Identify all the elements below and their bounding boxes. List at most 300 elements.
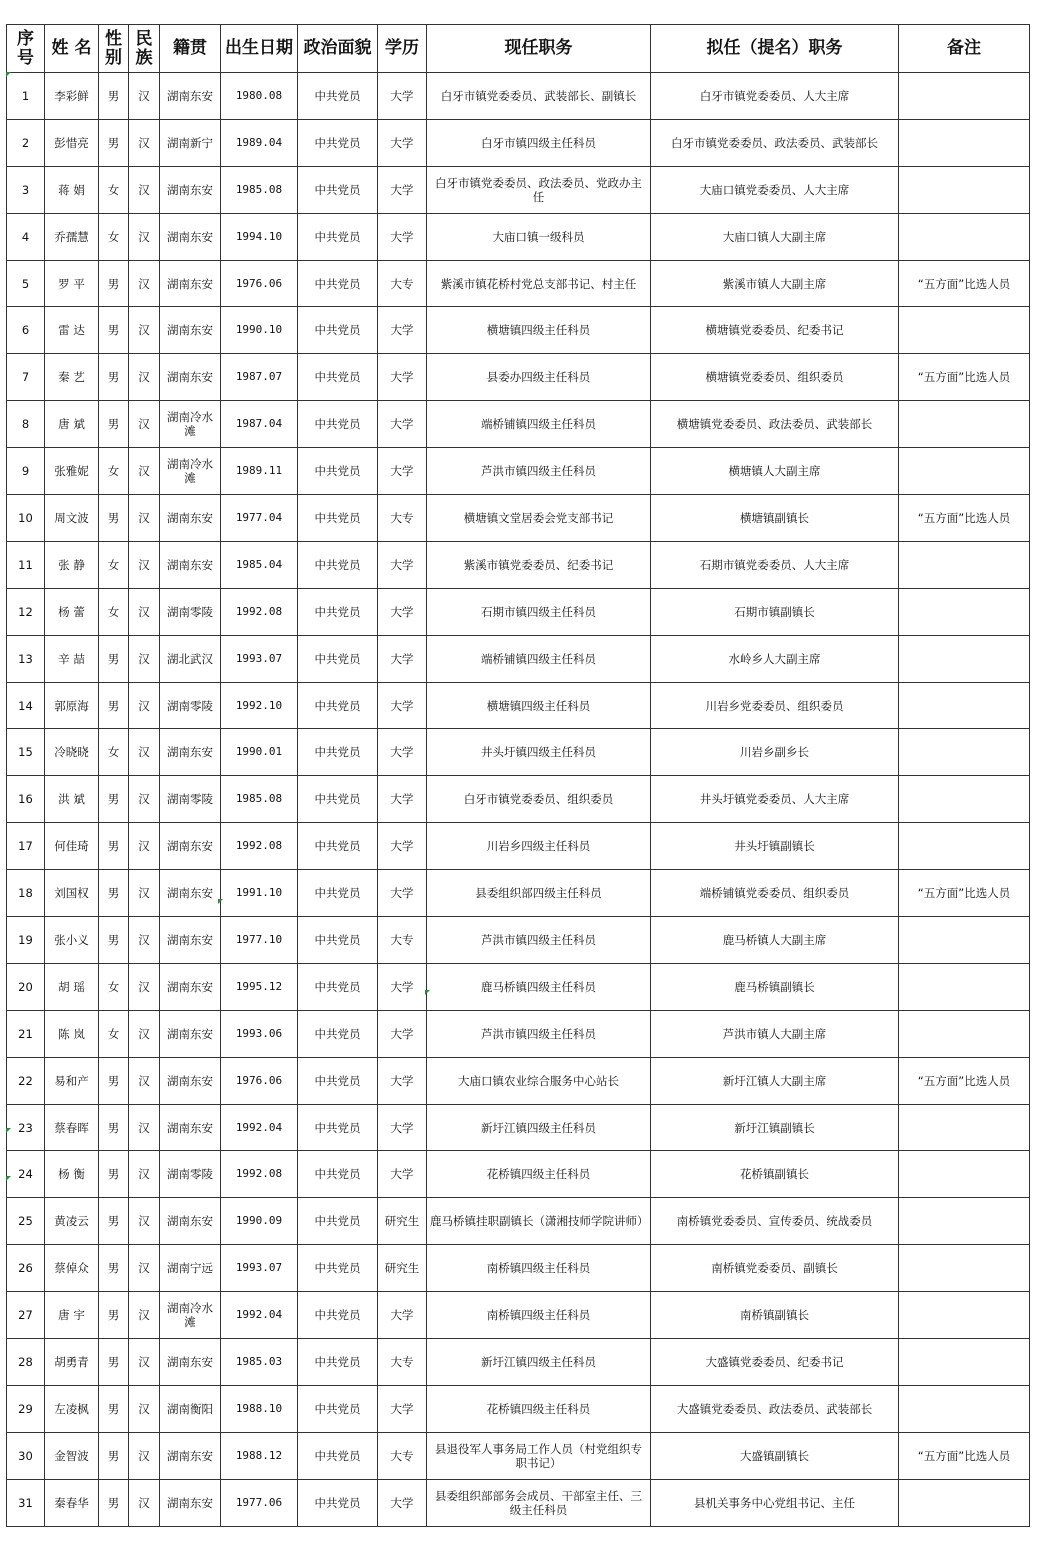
cell-gender: 男 <box>99 119 129 166</box>
cell-birth-date: 1988.12 <box>221 1432 298 1479</box>
cell-ethnicity: 汉 <box>129 260 160 307</box>
cell-row-index: 11 <box>7 541 45 588</box>
cell-native-place: 湖南东安 <box>160 260 221 307</box>
cell-name: 唐 宇 <box>45 1292 99 1339</box>
table-row <box>7 495 1030 542</box>
cell-remarks <box>899 963 1030 1010</box>
cell-row-index: 2 <box>7 119 45 166</box>
cell-remarks: “五方面”比选人员 <box>899 1432 1030 1479</box>
cell-ethnicity: 汉 <box>129 1151 160 1198</box>
cell-birth-date: 1992.04 <box>221 1104 298 1151</box>
cell-proposed-position: 鹿马桥镇副镇长 <box>651 963 899 1010</box>
cell-birth-date: 1990.01 <box>221 729 298 776</box>
cell-row-index: 13 <box>7 635 45 682</box>
cell-birth-date: 1987.04 <box>221 401 298 448</box>
cell-name: 雷 达 <box>45 307 99 354</box>
cell-proposed-position: 南桥镇副镇长 <box>651 1292 899 1339</box>
cell-political-status: 中共党员 <box>298 1104 378 1151</box>
cell-current-position: 鹿马桥镇四级主任科员 <box>427 963 651 1010</box>
cell-ethnicity: 汉 <box>129 917 160 964</box>
cell-ethnicity: 汉 <box>129 823 160 870</box>
cell-gender: 男 <box>99 354 129 401</box>
cell-political-status: 中共党员 <box>298 963 378 1010</box>
cell-row-index: 9 <box>7 448 45 495</box>
cell-row-index: 7 <box>7 354 45 401</box>
cell-political-status: 中共党员 <box>298 307 378 354</box>
cell-remarks <box>899 635 1030 682</box>
cell-ethnicity: 汉 <box>129 1292 160 1339</box>
cell-current-position: 芦洪市镇四级主任科员 <box>427 448 651 495</box>
table-row <box>7 1198 1030 1245</box>
cell-name: 杨 衡 <box>45 1151 99 1198</box>
cell-gender: 女 <box>99 541 129 588</box>
cell-remarks <box>899 73 1030 120</box>
cell-remarks <box>899 307 1030 354</box>
cell-native-place: 湖南东安 <box>160 729 221 776</box>
cell-political-status: 中共党员 <box>298 541 378 588</box>
cell-political-status: 中共党员 <box>298 870 378 917</box>
cell-education: 大学 <box>378 1479 427 1526</box>
header-proposed-position: 拟任（提名）职务 <box>651 25 899 73</box>
cell-proposed-position: 白牙市镇党委委员、人大主席 <box>651 73 899 120</box>
table-row <box>7 119 1030 166</box>
cell-name: 洪 斌 <box>45 776 99 823</box>
cell-education: 大学 <box>378 401 427 448</box>
cell-birth-date: 1977.10 <box>221 917 298 964</box>
table-row <box>7 1245 1030 1292</box>
cell-current-position: 花桥镇四级主任科员 <box>427 1385 651 1432</box>
cell-marker <box>6 1176 11 1181</box>
cell-name: 蒋 娟 <box>45 166 99 213</box>
cell-current-position: 鹿马桥镇挂职副镇长（潇湘技师学院讲师） <box>427 1198 651 1245</box>
cell-remarks: “五方面”比选人员 <box>899 870 1030 917</box>
cell-birth-date: 1992.08 <box>221 588 298 635</box>
cell-row-index: 14 <box>7 682 45 729</box>
cell-birth-date: 1993.06 <box>221 1010 298 1057</box>
cell-gender: 男 <box>99 635 129 682</box>
cell-name: 郭原海 <box>45 682 99 729</box>
cell-remarks <box>899 401 1030 448</box>
cell-gender: 男 <box>99 823 129 870</box>
table-row <box>7 635 1030 682</box>
cell-native-place: 湖南零陵 <box>160 588 221 635</box>
cell-remarks <box>899 1339 1030 1386</box>
cell-gender: 男 <box>99 776 129 823</box>
cell-ethnicity: 汉 <box>129 1479 160 1526</box>
cell-proposed-position: 端桥铺镇党委委员、组织委员 <box>651 870 899 917</box>
cell-row-index: 20 <box>7 963 45 1010</box>
cell-current-position: 芦洪市镇四级主任科员 <box>427 917 651 964</box>
cell-remarks <box>899 448 1030 495</box>
cell-political-status: 中共党员 <box>298 401 378 448</box>
cell-gender: 男 <box>99 1479 129 1526</box>
cell-ethnicity: 汉 <box>129 213 160 260</box>
cell-remarks: “五方面”比选人员 <box>899 260 1030 307</box>
cell-gender: 女 <box>99 448 129 495</box>
cell-birth-date: 1992.08 <box>221 823 298 870</box>
cell-name: 秦春华 <box>45 1479 99 1526</box>
cell-birth-date: 1985.08 <box>221 776 298 823</box>
cell-education: 大学 <box>378 1010 427 1057</box>
cell-native-place: 湖南东安 <box>160 495 221 542</box>
cell-name: 何佳琦 <box>45 823 99 870</box>
cell-proposed-position: 南桥镇党委委员、副镇长 <box>651 1245 899 1292</box>
cell-political-status: 中共党员 <box>298 682 378 729</box>
cell-row-index: 5 <box>7 260 45 307</box>
cell-ethnicity: 汉 <box>129 1432 160 1479</box>
cell-education: 大学 <box>378 1151 427 1198</box>
cell-proposed-position: 川岩乡副乡长 <box>651 729 899 776</box>
cell-current-position: 花桥镇四级主任科员 <box>427 1151 651 1198</box>
cell-remarks: “五方面”比选人员 <box>899 1057 1030 1104</box>
cell-row-index: 8 <box>7 401 45 448</box>
cell-gender: 女 <box>99 588 129 635</box>
cell-native-place: 湖南东安 <box>160 541 221 588</box>
cell-proposed-position: 横塘镇党委委员、组织委员 <box>651 354 899 401</box>
cell-native-place: 湖北武汉 <box>160 635 221 682</box>
cell-proposed-position: 新圩江镇副镇长 <box>651 1104 899 1151</box>
cell-birth-date: 1988.10 <box>221 1385 298 1432</box>
cell-remarks <box>899 588 1030 635</box>
cell-ethnicity: 汉 <box>129 588 160 635</box>
cell-name: 胡 瑶 <box>45 963 99 1010</box>
cell-birth-date: 1985.04 <box>221 541 298 588</box>
cell-current-position: 南桥镇四级主任科员 <box>427 1245 651 1292</box>
cell-row-index: 21 <box>7 1010 45 1057</box>
cell-proposed-position: 井头圩镇副镇长 <box>651 823 899 870</box>
cell-education: 大学 <box>378 588 427 635</box>
table-row <box>7 1151 1030 1198</box>
cell-gender: 男 <box>99 1198 129 1245</box>
table-row <box>7 1479 1030 1526</box>
cell-name: 左凌枫 <box>45 1385 99 1432</box>
cell-native-place: 湖南零陵 <box>160 682 221 729</box>
personnel-table <box>6 24 1030 1527</box>
table-row <box>7 541 1030 588</box>
cell-native-place: 湖南东安 <box>160 1104 221 1151</box>
cell-current-position: 南桥镇四级主任科员 <box>427 1292 651 1339</box>
cell-political-status: 中共党员 <box>298 260 378 307</box>
cell-ethnicity: 汉 <box>129 1385 160 1432</box>
cell-row-index: 27 <box>7 1292 45 1339</box>
cell-current-position: 石期市镇四级主任科员 <box>427 588 651 635</box>
cell-row-index: 12 <box>7 588 45 635</box>
cell-gender: 男 <box>99 917 129 964</box>
cell-row-index: 29 <box>7 1385 45 1432</box>
cell-native-place: 湖南东安 <box>160 354 221 401</box>
cell-name: 彭惜亮 <box>45 119 99 166</box>
cell-native-place: 湖南东安 <box>160 307 221 354</box>
cell-political-status: 中共党员 <box>298 1479 378 1526</box>
cell-political-status: 中共党员 <box>298 1245 378 1292</box>
cell-marker <box>6 1128 11 1133</box>
cell-current-position: 县退役军人事务局工作人员（村党组织专职书记） <box>427 1432 651 1479</box>
cell-ethnicity: 汉 <box>129 401 160 448</box>
cell-row-index: 22 <box>7 1057 45 1104</box>
cell-political-status: 中共党员 <box>298 1010 378 1057</box>
cell-current-position: 大庙口镇一级科员 <box>427 213 651 260</box>
table-row <box>7 1339 1030 1386</box>
cell-gender: 女 <box>99 213 129 260</box>
cell-name: 杨 蕾 <box>45 588 99 635</box>
table-row <box>7 73 1030 120</box>
cell-birth-date: 1985.03 <box>221 1339 298 1386</box>
cell-name: 刘国权 <box>45 870 99 917</box>
cell-native-place: 湖南东安 <box>160 213 221 260</box>
cell-ethnicity: 汉 <box>129 635 160 682</box>
cell-birth-date: 1980.08 <box>221 73 298 120</box>
cell-native-place: 湖南冷水滩 <box>160 401 221 448</box>
cell-birth-date: 1995.12 <box>221 963 298 1010</box>
cell-gender: 女 <box>99 166 129 213</box>
cell-birth-date: 1985.08 <box>221 166 298 213</box>
cell-gender: 男 <box>99 682 129 729</box>
cell-education: 大学 <box>378 541 427 588</box>
cell-native-place: 湖南东安 <box>160 963 221 1010</box>
cell-current-position: 白牙市镇党委委员、组织委员 <box>427 776 651 823</box>
header-row <box>7 25 1030 73</box>
cell-remarks <box>899 1479 1030 1526</box>
personnel-sheet <box>6 24 1030 1527</box>
cell-native-place: 湖南冷水滩 <box>160 1292 221 1339</box>
cell-proposed-position: 大盛镇党委委员、纪委书记 <box>651 1339 899 1386</box>
cell-name: 张雅妮 <box>45 448 99 495</box>
cell-native-place: 湖南东安 <box>160 823 221 870</box>
cell-current-position: 横塘镇四级主任科员 <box>427 307 651 354</box>
cell-proposed-position: 大庙口镇党委委员、人大主席 <box>651 166 899 213</box>
cell-current-position: 横塘镇文堂居委会党支部书记 <box>427 495 651 542</box>
cell-education: 大学 <box>378 354 427 401</box>
header-index: 序号 <box>7 25 45 73</box>
cell-political-status: 中共党员 <box>298 1385 378 1432</box>
cell-remarks <box>899 1104 1030 1151</box>
cell-gender: 男 <box>99 1339 129 1386</box>
cell-proposed-position: 新圩江镇人大副主席 <box>651 1057 899 1104</box>
cell-education: 大学 <box>378 870 427 917</box>
cell-name: 陈 岚 <box>45 1010 99 1057</box>
cell-proposed-position: 石期市镇党委委员、人大主席 <box>651 541 899 588</box>
table-row <box>7 1104 1030 1151</box>
cell-ethnicity: 汉 <box>129 682 160 729</box>
cell-row-index: 31 <box>7 1479 45 1526</box>
cell-current-position: 端桥铺镇四级主任科员 <box>427 401 651 448</box>
cell-remarks <box>899 729 1030 776</box>
cell-gender: 男 <box>99 1151 129 1198</box>
cell-proposed-position: 石期市镇副镇长 <box>651 588 899 635</box>
table-row <box>7 823 1030 870</box>
cell-gender: 男 <box>99 260 129 307</box>
header-native-place: 籍贯 <box>160 25 221 73</box>
cell-political-status: 中共党员 <box>298 776 378 823</box>
cell-name: 李彩鲜 <box>45 73 99 120</box>
cell-political-status: 中共党员 <box>298 354 378 401</box>
cell-name: 蔡春晖 <box>45 1104 99 1151</box>
cell-current-position: 新圩江镇四级主任科员 <box>427 1339 651 1386</box>
header-current-position: 现任职务 <box>427 25 651 73</box>
cell-ethnicity: 汉 <box>129 1339 160 1386</box>
cell-birth-date: 1989.04 <box>221 119 298 166</box>
cell-current-position: 县委组织部四级主任科员 <box>427 870 651 917</box>
cell-political-status: 中共党员 <box>298 823 378 870</box>
cell-native-place: 湖南冷水滩 <box>160 448 221 495</box>
cell-row-index: 30 <box>7 1432 45 1479</box>
cell-current-position: 端桥铺镇四级主任科员 <box>427 635 651 682</box>
cell-birth-date: 1990.10 <box>221 307 298 354</box>
cell-gender: 男 <box>99 1245 129 1292</box>
cell-political-status: 中共党员 <box>298 1057 378 1104</box>
cell-proposed-position: 横塘镇党委委员、纪委书记 <box>651 307 899 354</box>
cell-political-status: 中共党员 <box>298 729 378 776</box>
cell-native-place: 湖南新宁 <box>160 119 221 166</box>
cell-birth-date: 1991.10 <box>221 870 298 917</box>
cell-education: 大学 <box>378 729 427 776</box>
cell-row-index: 19 <box>7 917 45 964</box>
cell-ethnicity: 汉 <box>129 495 160 542</box>
cell-birth-date: 1987.07 <box>221 354 298 401</box>
cell-education: 大学 <box>378 776 427 823</box>
cell-education: 大学 <box>378 1385 427 1432</box>
cell-ethnicity: 汉 <box>129 963 160 1010</box>
cell-native-place: 湖南零陵 <box>160 776 221 823</box>
cell-proposed-position: 水岭乡人大副主席 <box>651 635 899 682</box>
table-row <box>7 1385 1030 1432</box>
cell-education: 大学 <box>378 448 427 495</box>
cell-proposed-position: 横塘镇副镇长 <box>651 495 899 542</box>
table-row <box>7 166 1030 213</box>
cell-education: 大专 <box>378 1432 427 1479</box>
cell-native-place: 湖南东安 <box>160 870 221 917</box>
cell-native-place: 湖南东安 <box>160 1057 221 1104</box>
table-row <box>7 448 1030 495</box>
table-row <box>7 588 1030 635</box>
table-row <box>7 1010 1030 1057</box>
cell-row-index: 4 <box>7 213 45 260</box>
cell-remarks <box>899 776 1030 823</box>
cell-education: 大学 <box>378 213 427 260</box>
table-row <box>7 401 1030 448</box>
table-row <box>7 1057 1030 1104</box>
cell-row-index: 17 <box>7 823 45 870</box>
cell-remarks <box>899 166 1030 213</box>
cell-education: 大学 <box>378 119 427 166</box>
cell-ethnicity: 汉 <box>129 776 160 823</box>
cell-current-position: 白牙市镇党委委员、政法委员、党政办主任 <box>427 166 651 213</box>
cell-birth-date: 1976.06 <box>221 260 298 307</box>
cell-row-index: 25 <box>7 1198 45 1245</box>
table-row <box>7 776 1030 823</box>
table-row <box>7 213 1030 260</box>
table-row <box>7 682 1030 729</box>
cell-education: 大学 <box>378 73 427 120</box>
cell-political-status: 中共党员 <box>298 1292 378 1339</box>
cell-row-index: 1 <box>7 73 45 120</box>
cell-proposed-position: 鹿马桥镇人大副主席 <box>651 917 899 964</box>
cell-gender: 男 <box>99 870 129 917</box>
cell-current-position: 县委办四级主任科员 <box>427 354 651 401</box>
table-row <box>7 963 1030 1010</box>
cell-ethnicity: 汉 <box>129 448 160 495</box>
cell-ethnicity: 汉 <box>129 1057 160 1104</box>
cell-row-index: 6 <box>7 307 45 354</box>
cell-political-status: 中共党员 <box>298 588 378 635</box>
cell-ethnicity: 汉 <box>129 166 160 213</box>
cell-political-status: 中共党员 <box>298 495 378 542</box>
cell-birth-date: 1992.08 <box>221 1151 298 1198</box>
header-education: 学历 <box>378 25 427 73</box>
header-remarks: 备注 <box>899 25 1030 73</box>
cell-gender: 女 <box>99 729 129 776</box>
cell-gender: 男 <box>99 1432 129 1479</box>
cell-current-position: 横塘镇四级主任科员 <box>427 682 651 729</box>
cell-proposed-position: 县机关事务中心党组书记、主任 <box>651 1479 899 1526</box>
cell-gender: 女 <box>99 1010 129 1057</box>
cell-proposed-position: 花桥镇副镇长 <box>651 1151 899 1198</box>
cell-remarks <box>899 917 1030 964</box>
cell-row-index: 15 <box>7 729 45 776</box>
cell-education: 大学 <box>378 682 427 729</box>
table-row <box>7 354 1030 401</box>
cell-remarks <box>899 1245 1030 1292</box>
cell-ethnicity: 汉 <box>129 119 160 166</box>
cell-remarks <box>899 1010 1030 1057</box>
cell-row-index: 10 <box>7 495 45 542</box>
cell-birth-date: 1993.07 <box>221 1245 298 1292</box>
cell-marker <box>218 899 223 904</box>
cell-name: 张 静 <box>45 541 99 588</box>
cell-proposed-position: 南桥镇党委委员、宣传委员、统战委员 <box>651 1198 899 1245</box>
cell-birth-date: 1994.10 <box>221 213 298 260</box>
cell-gender: 男 <box>99 307 129 354</box>
cell-row-index: 3 <box>7 166 45 213</box>
table-body <box>7 73 1030 1527</box>
cell-ethnicity: 汉 <box>129 1245 160 1292</box>
cell-ethnicity: 汉 <box>129 1010 160 1057</box>
cell-native-place: 湖南宁远 <box>160 1245 221 1292</box>
cell-education: 研究生 <box>378 1245 427 1292</box>
cell-current-position: 新圩江镇四级主任科员 <box>427 1104 651 1151</box>
table-row <box>7 307 1030 354</box>
cell-proposed-position: 井头圩镇党委委员、人大主席 <box>651 776 899 823</box>
cell-ethnicity: 汉 <box>129 729 160 776</box>
cell-gender: 男 <box>99 495 129 542</box>
cell-political-status: 中共党员 <box>298 1198 378 1245</box>
cell-row-index: 18 <box>7 870 45 917</box>
cell-remarks <box>899 682 1030 729</box>
cell-current-position: 县委组织部部务会成员、干部室主任、三级主任科员 <box>427 1479 651 1526</box>
cell-education: 大专 <box>378 917 427 964</box>
cell-ethnicity: 汉 <box>129 307 160 354</box>
cell-name: 罗 平 <box>45 260 99 307</box>
cell-gender: 男 <box>99 73 129 120</box>
cell-education: 大专 <box>378 1339 427 1386</box>
cell-remarks <box>899 1151 1030 1198</box>
cell-name: 金智波 <box>45 1432 99 1479</box>
cell-education: 大学 <box>378 166 427 213</box>
cell-proposed-position: 横塘镇人大副主席 <box>651 448 899 495</box>
cell-name: 胡勇青 <box>45 1339 99 1386</box>
cell-gender: 男 <box>99 1385 129 1432</box>
cell-name: 张小义 <box>45 917 99 964</box>
cell-gender: 女 <box>99 963 129 1010</box>
cell-name: 乔孺慧 <box>45 213 99 260</box>
cell-current-position: 白牙市镇四级主任科员 <box>427 119 651 166</box>
cell-education: 大学 <box>378 1057 427 1104</box>
cell-native-place: 湖南东安 <box>160 1432 221 1479</box>
cell-native-place: 湖南衡阳 <box>160 1385 221 1432</box>
cell-political-status: 中共党员 <box>298 1432 378 1479</box>
cell-proposed-position: 大盛镇副镇长 <box>651 1432 899 1479</box>
cell-current-position: 紫溪市镇党委委员、纪委书记 <box>427 541 651 588</box>
